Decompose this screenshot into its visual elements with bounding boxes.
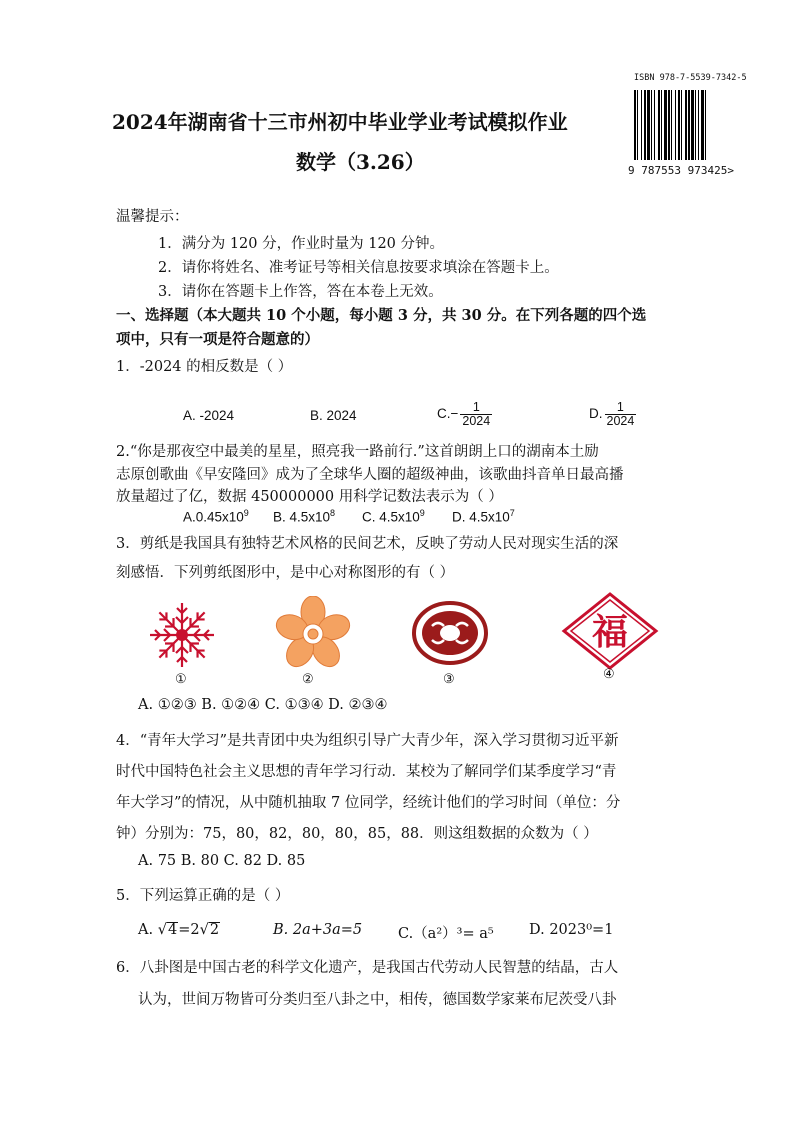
q5-option-b: B. 2a+3a=5 [273, 922, 363, 938]
question-4-line: 时代中国特色社会主义思想的青年学习行动．某校为了解同学们某季度学习“青 [116, 764, 617, 780]
q5-a-radicand-1: 4 [167, 922, 178, 938]
q1-d-prefix: D. [589, 406, 603, 422]
question-3-line: 3．剪纸是我国具有独特艺术风格的民间艺术，反映了劳动人民对现实生活的深 [116, 536, 619, 552]
isbn-label: ISBN 978-7-5539-7342-5 [634, 73, 747, 83]
q1-c-denominator: 2024 [462, 414, 491, 429]
q5-a-radicand-2: 2 [209, 922, 220, 938]
q5-option-c: C.（a²）³= a⁵ [398, 926, 494, 942]
fu-papercut-image [560, 591, 660, 671]
q1-c-numerator: 1 [460, 401, 492, 415]
q2-b-exponent: 8 [330, 508, 336, 518]
q1-d-fraction [605, 401, 637, 428]
q1-c-prefix: C.− [437, 406, 459, 422]
q1-option-b: B. 2024 [310, 408, 357, 423]
question-6-line: 认为，世间万物皆可分类归至八卦之中，相传，德国数学家莱布尼茨受八卦 [138, 992, 617, 1008]
question-2-line: 志原创歌曲《早安隆回》成为了全球华人圈的超级神曲，该歌曲抖音单日最高播 [116, 467, 624, 483]
q5-option-a: A. √4=2√2 [138, 922, 220, 938]
q2-a-text: A.0.45x10 [183, 509, 244, 525]
page-title: 2024年湖南省十三市州初中毕业学业考试模拟作业 [112, 110, 568, 134]
q2-a-exponent: 9 [243, 508, 249, 518]
section-heading-cont: 项中，只有一项是符合题意的） [116, 331, 319, 348]
flower-papercut-image [268, 596, 358, 672]
q5-a-prefix: A. [138, 922, 158, 938]
question-2-line: 放量超过了亿，数据 450000000 用科学记数法表示为（ ） [116, 489, 503, 505]
figure-label-3: ③ [443, 672, 455, 687]
q2-option-a [183, 508, 249, 525]
question-4-line: 4．“青年大学习”是共青团中央为组织引导广大青少年，深入学习贯彻习近平新 [116, 733, 619, 749]
figure-label-2: ② [302, 672, 314, 687]
q5-option-d: D. 2023⁰=1 [529, 922, 614, 938]
figure-label-1: ① [175, 672, 187, 687]
question-4-line: 钟）分别为：75，80，82，80，80，85，88．则这组数据的众数为（ ） [116, 826, 598, 842]
q1-d-numerator: 1 [605, 401, 637, 415]
round-papercut-image [410, 600, 490, 666]
q3-options: A. ①②③ B. ①②④ C. ①③④ D. ②③④ [138, 697, 388, 713]
q1-c-fraction [460, 401, 492, 428]
q2-c-exponent: 9 [419, 508, 425, 518]
q2-d-text: D. 4.5x10 [452, 509, 510, 525]
q4-options: A. 75 B. 80 C. 82 D. 85 [138, 853, 306, 869]
snowflake-papercut-image [138, 600, 226, 670]
q5-a-middle: =2 [178, 922, 200, 938]
tip-item: 3．请你在答题卡上作答，答在本卷上无效。 [158, 284, 443, 300]
question-1-stem: 1．-2024 的相反数是（ ） [116, 359, 293, 375]
q2-b-text: B. 4.5x10 [273, 509, 331, 525]
page-subtitle: 数学（3.26） [296, 150, 425, 174]
barcode-number: 9 787553 973425> [628, 164, 734, 177]
tip-item: 1．满分为 120 分，作业时量为 120 分钟。 [158, 236, 445, 252]
q2-option-d [452, 508, 515, 525]
figure-label-4: ④ [603, 667, 615, 682]
question-3-line: 刻感悟．下列剪纸图形中，是中心对称图形的有（ ） [116, 565, 455, 581]
question-6-line: 6．八卦图是中国古老的科学文化遗产，是我国古代劳动人民智慧的结晶，古人 [116, 960, 619, 976]
q2-c-text: C. 4.5x10 [362, 509, 420, 525]
q1-option-d [589, 401, 636, 428]
question-4-line: 年大学习”的情况，从中随机抽取 7 位同学，经统计他们的学习时间（单位：分 [116, 795, 621, 811]
q2-option-c [362, 508, 425, 525]
tip-item: 2．请你将姓名、准考证号等相关信息按要求填涂在答题卡上。 [158, 260, 559, 276]
q1-option-a: A. -2024 [183, 408, 235, 423]
q1-option-c [437, 401, 492, 428]
q2-option-b [273, 508, 335, 525]
question-5-stem: 5．下列运算正确的是（ ） [116, 888, 290, 904]
q1-d-denominator: 2024 [606, 414, 635, 429]
tips-heading: 温馨提示： [116, 209, 189, 225]
q2-d-exponent: 7 [509, 508, 515, 518]
fu-character: 福 [591, 611, 629, 653]
question-2-line: 2.“你是那夜空中最美的星星，照亮我一路前行.”这首朗朗上口的湖南本土励 [116, 444, 599, 460]
section-heading: 一、选择题（本大题共 10 个小题，每小题 3 分，共 30 分。在下列各题的四个选 [116, 307, 647, 324]
